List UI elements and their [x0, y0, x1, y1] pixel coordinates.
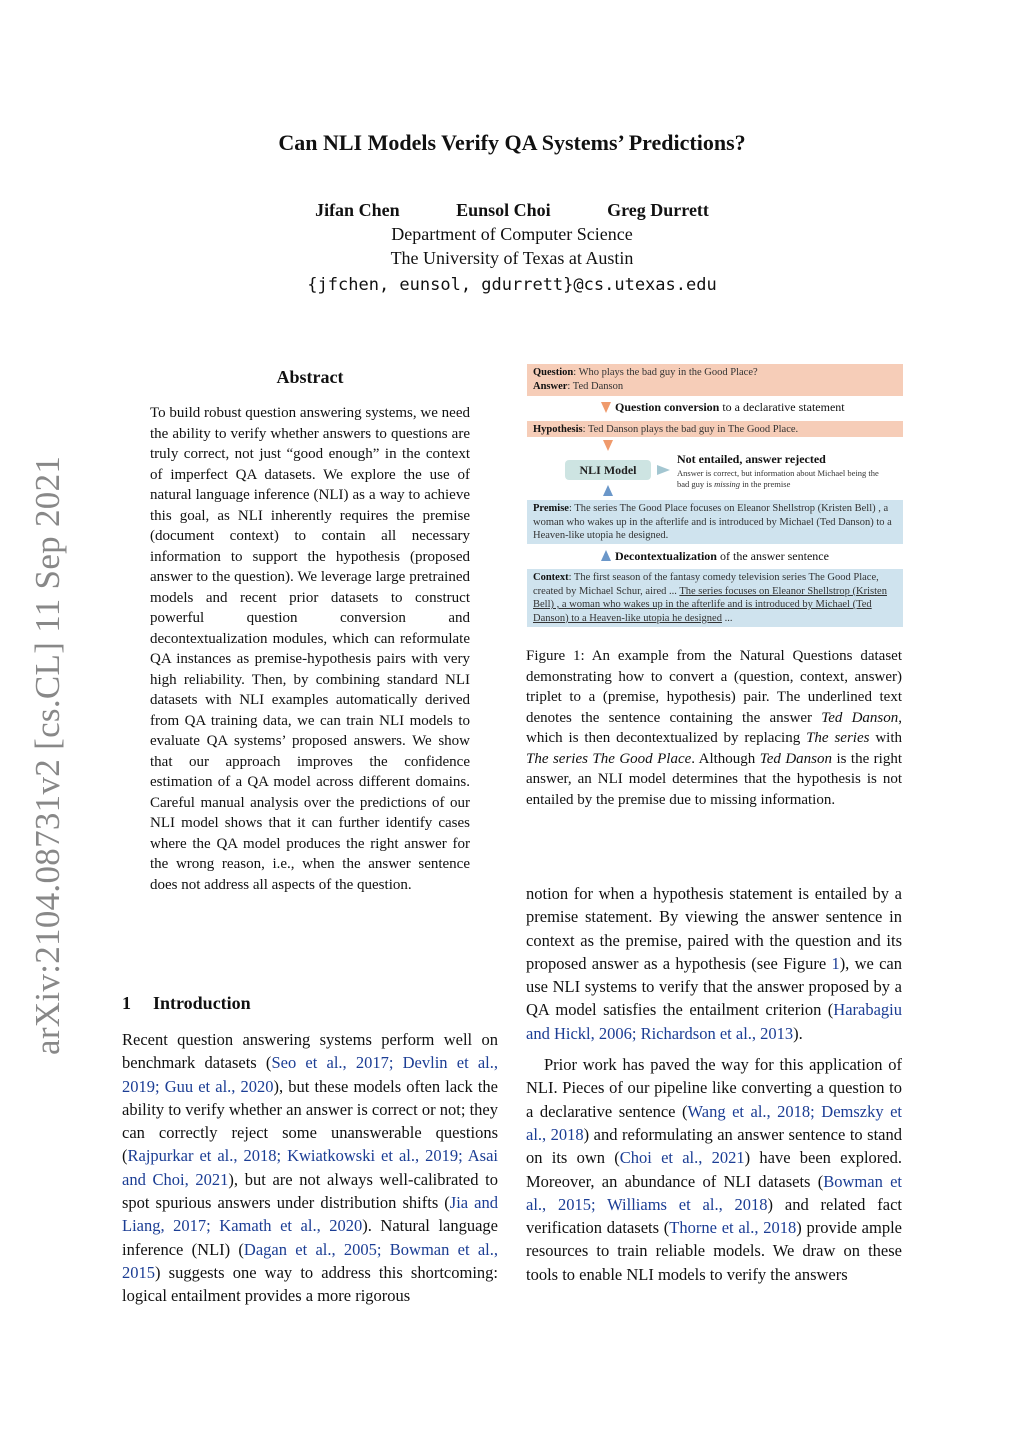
text: Answer is correct, but information about Michael being the bad guy is: [677, 468, 879, 489]
context-text: : The first season of the fantasy comedy television series The Good Place, created by Michael Schur, aired ...: [533, 572, 879, 597]
nli-model-box: NLI Model: [565, 460, 651, 480]
text: ).: [793, 1023, 803, 1043]
citation-link[interactable]: Jia and Liang, 2017; Kamath et al., 2020: [122, 1193, 499, 1236]
text: ) suggests one way to address this shortcoming: logical entailment provides a more rigorous: [122, 1262, 498, 1306]
answer-sentence-underlined: The series focuses on Eleanor Shellstrop (Kristen Bell) , a woman who wakes up in the afterlife and is introduced by Michael (Ted Danson) to a Heaven-like utopia he designed: [533, 585, 887, 624]
verdict-note: [677, 468, 887, 490]
hypothesis-box: [527, 421, 903, 437]
author-name: Jifan Chen: [315, 200, 400, 220]
text: ) have been explored. Moreover, an abundance of NLI datasets (: [526, 1148, 902, 1191]
context-box: [527, 569, 903, 627]
intro-left-column: [122, 1028, 498, 1308]
text: in the premise: [740, 479, 791, 489]
text: is the right answer, an NLI model determines that the hypothesis is not entailed by the premise due to missing information.: [526, 750, 902, 808]
citation-link[interactable]: Choi et al., 2021: [619, 1148, 745, 1168]
section-heading: [122, 993, 251, 1014]
answer-label: Answer: [533, 380, 568, 392]
premise-label: Premise: [533, 503, 569, 514]
text: Recent question answering systems perform well on benchmark datasets (: [122, 1030, 498, 1073]
department: Department of Computer Science: [391, 224, 633, 244]
arrow-down-icon: [601, 402, 611, 413]
intro-right-column: [526, 882, 902, 1286]
question-box: [527, 364, 903, 396]
abstract-text: To build robust question answering systems, we need the ability to verify whether answers to questions are truly correct, not just “good enough” in the context of imperfect QA datasets. We explore the use of natural language inference (NLI) as a way to achieve this goal, as NLI inherently requires the premise (document context) to contain all necessary information to support the hypothesis (proposed answer to the question). We leverage large pretrained models and recent prior datasets to construct powerful question conversion and decontextualization modules, which can reformulate QA instances as premise-hypothesis pairs with very high reliability. Then, by combining standard NLI datasets with NLI examples automatically derived from QA training data, we can train NLI models to evaluate QA systems’ proposed answers. We show that our approach improves the confidence estimation of a QA model across different domains. Careful manual analysis over the predictions of our NLI model shows that it can further identify cases where the QA model produces the right answer for the wrong reason, i.e., when the answer sentence does not address all aspects of the question.: [150, 405, 470, 893]
figure-ref-link[interactable]: 1: [831, 953, 840, 973]
question-label: Question: [533, 367, 574, 378]
paragraph: [122, 1028, 498, 1308]
emphasis: The series The Good Place: [526, 750, 692, 767]
text: ), but these models often lack the ability to verify whether an answer is correct or not; they can correctly reject some unanswerable questions (: [122, 1076, 498, 1166]
premise-text: : The series The Good Place focuses on Eleanor Shellstrop (Kristen Bell) , a woman who wakes up in the afterlife and is introduced by Michael (Ted Danson) to a Heaven-like utopia he designed.: [533, 503, 892, 541]
citation-link[interactable]: Seo et al., 2017; Devlin et al., 2019; Guu et al., 2020: [122, 1053, 499, 1096]
arxiv-identifier[interactable]: arXiv:2104.08731v2 [cs.CL] 11 Sep 2021: [28, 455, 67, 1055]
text: ) and reformulating an answer sentence to stand on its own (: [526, 1124, 902, 1168]
step-desc: of the answer sentence: [716, 549, 829, 563]
step-desc: to a declarative statement: [719, 400, 845, 414]
text: Prior work has paved the way for this application of NLI. Pieces of our pipeline like converting a question to a declarative sentence (: [526, 1055, 902, 1121]
figure-1: [527, 364, 903, 630]
citation-link[interactable]: Dagan et al., 2005; Bowman et al., 2015: [122, 1239, 499, 1282]
citation-link[interactable]: Harabagiu and Hickl, 2006; Richardson et al., 2013: [526, 1000, 902, 1043]
paragraph: [526, 882, 902, 1045]
citation-link[interactable]: Bowman et al., 2015; Williams et al., 2018: [526, 1171, 902, 1214]
question-text: : Who plays the bad guy in the Good Place?: [573, 367, 758, 378]
university: The University of Texas at Austin: [390, 248, 634, 268]
figure-caption: [526, 646, 902, 810]
text: Figure 1: An example from the Natural Questions dataset demonstrating how to convert a (question, context, answer) triplet to a (premise, hypothesis) pair. The underlined text denotes the sentence containing the answer: [526, 648, 902, 726]
emphasis: Ted Danson: [759, 750, 832, 767]
emphasis: Ted Danson: [821, 709, 899, 726]
paper-title: Can NLI Models Verify QA Systems’ Predictions?: [278, 130, 746, 155]
answer-text: : Ted Danson: [567, 380, 624, 392]
step-title: Question conversion: [615, 400, 720, 414]
text: ). Natural language inference (NLI) (: [122, 1216, 498, 1259]
premise-box: [527, 500, 903, 544]
section-title: Introduction: [153, 993, 251, 1013]
text: . Although: [691, 750, 760, 767]
decontextualization-step: [615, 550, 829, 564]
paragraph: [526, 1053, 902, 1286]
author-name: Greg Durrett: [607, 200, 709, 220]
arrow-up-icon: [601, 550, 611, 561]
context-label: Context: [533, 572, 569, 583]
text: ) provide ample resources to train reliable models. We draw on these tools to enable NLI models to verify the answers: [526, 1218, 903, 1284]
text: ), we can use NLI systems to verify that the answer proposed by a QA model satisfies the entailment criterion (: [526, 953, 902, 1020]
step-title: Decontextualization: [615, 549, 717, 563]
section-number: 1: [122, 993, 131, 1013]
citation-link[interactable]: Rajpurkar et al., 2018; Kwiatkowski et al., 2019; Asai and Choi, 2021: [122, 1146, 498, 1189]
text: notion for when a hypothesis statement is entailed by a premise statement. By viewing the answer sentence in context as the premise, paired with the question and its proposed answer as a hypothesis (see Figure: [526, 884, 902, 973]
emphasis: The series: [806, 730, 870, 746]
author-emails[interactable]: {jfchen, eunsol, gdurrett}@cs.utexas.edu: [307, 275, 717, 295]
hypothesis-text: : Ted Danson plays the bad guy in The Good Place.: [582, 424, 799, 435]
arrow-down-icon: [603, 440, 613, 451]
arrow-right-icon: [657, 465, 670, 475]
text: with: [869, 730, 902, 746]
emphasis: missing: [714, 479, 741, 489]
author-name: Eunsol Choi: [456, 200, 551, 220]
text: , which is then decontextualized by replacing: [526, 709, 902, 746]
context-ellipsis: ...: [721, 612, 733, 624]
arrow-up-icon: [603, 485, 613, 496]
question-conversion-step: [615, 401, 845, 415]
author-list: [0, 200, 1024, 221]
text: ) and related fact verification datasets (: [526, 1194, 902, 1238]
abstract-heading: Abstract: [276, 367, 344, 387]
verdict-text: Not entailed, answer rejected: [677, 452, 826, 466]
text: ), but are not always well-calibrated to spot spurious answers under distribution shifts (: [122, 1169, 498, 1213]
citation-link[interactable]: Thorne et al., 2018: [669, 1218, 797, 1238]
hypothesis-label: Hypothesis: [533, 424, 583, 435]
citation-link[interactable]: Wang et al., 2018; Demszky et al., 2018: [526, 1101, 903, 1144]
